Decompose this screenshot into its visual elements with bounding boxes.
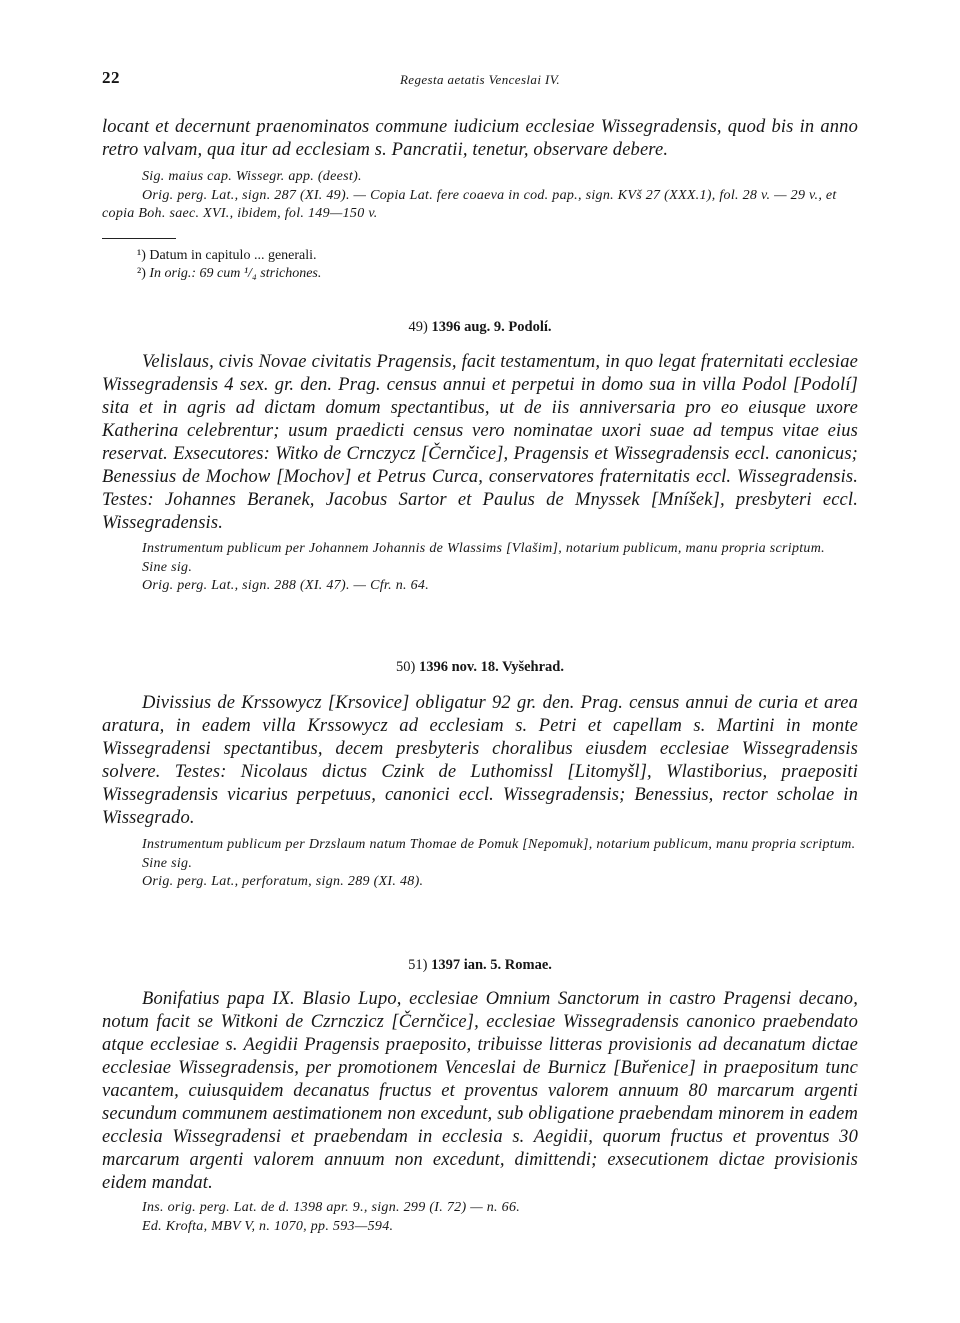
entry-50-text: Divissius de Krssowycz [Krsovice] obligatur 92 gr. den. Prag. census annui de curia et area aratura, in eadem villa Krssowycz ad ecclesiam s. Petri et capellam s. Martini in monte Wissegradensi spectantibus, decem presbyteris choralibus eiusdem ecclesiae Wissegradensis solvere. Testes: Nicolaus dictus Czink de Luthomissl [Litomyšl], Wlastiborius, praepositi Wissegradensis vicarius perpetuus, canonici eccl. Wissegradensis; Benessius, rector scholae in Wissegrado. bbox=[102, 693, 858, 828]
intro-notes bbox=[102, 168, 858, 224]
intro-text: locant et decernunt praenominatos commune iudicium ecclesiae Wissegradensis, quod bis in anno retro valvam, qua itur ad ecclesiam s. Pancratii, tenetur, observare debere. bbox=[102, 117, 858, 160]
entry-51-body bbox=[102, 988, 858, 1195]
intro-block bbox=[102, 116, 858, 162]
footnote-1 bbox=[137, 247, 317, 265]
intro-note-2: Orig. perg. Lat., sign. 287 (XI. 49). — Copia Lat. fere coaeva in cod. pap., sign. KVš 27 (XXX.1), fol. 28 v. — 29 v., et copia Boh. saec. XVI., ibidem, fol. 149—150 v. bbox=[102, 187, 837, 221]
entry-51-text: Bonifatius papa IX. Blasio Lupo, ecclesiae Omnium Sanctorum in castro Pragensi decano, notum facit se Witkoni de Czrnczicz [Černčice], ecclesiae Wissegradensis canonico praebendato atque ecclesiae s. Aegidii Pragensis praeposito, tribuisse litteras provisionis ad decanatum dictae ecclesiae Wissegradensis, per promotionem Venceslai de Burnicz [Buřenice] in praepositum tunc vacantem, cuiusquidem decanatus fructus et proventus valorem annuum 80 marcarum argenti secundum communem aestimationem non excedunt, sub obligatione praebendam minorem in eadem ecclesia Wissegradensi et praebendam in ecclesia s. Aegidii, quorum fructus et proventus 30 marcarum argenti valorem annuum non excedunt, dimittendi; exsecutionem dictae provisionis eidem mandat. bbox=[102, 989, 858, 1193]
entry-50-date-place: 1396 nov. 18. Vyšehrad. bbox=[418, 659, 564, 675]
entry-50-note-1: Instrumentum publicum per Drzslaum natum Thomae de Pomuk [Nepomuk], notarium publicum, manu propria scriptum. bbox=[142, 837, 856, 852]
page-number: 22 bbox=[102, 68, 120, 87]
entry-51-date-place: 1397 ian. 5. Romae. bbox=[431, 957, 552, 973]
entry-51-number: 51) bbox=[408, 957, 428, 973]
running-title: Regesta aetatis Venceslai IV. bbox=[399, 72, 561, 87]
entry-49-date-place: 1396 aug. 9. Podolí. bbox=[431, 319, 552, 335]
entry-49-note-1: Instrumentum publicum per Johannem Johannis de Wlassims [Vlašim], notarium publicum, manu propria scriptum. bbox=[142, 541, 825, 556]
footnote-2-text: In orig.: 69 cum ¹/₄ strichones. bbox=[149, 266, 322, 281]
footnote-2-mark: ²) bbox=[137, 266, 146, 281]
footnote-rule bbox=[102, 238, 176, 239]
entry-50-note-2: Sine sig. bbox=[142, 855, 193, 871]
entry-50-notes bbox=[102, 836, 858, 892]
entry-50-number: 50) bbox=[395, 659, 416, 675]
entry-51-heading bbox=[0, 957, 960, 974]
footnote-2 bbox=[137, 265, 321, 283]
entry-49-note-3: Orig. perg. Lat., sign. 288 (XI. 47). — Cfr. n. 64. bbox=[142, 578, 430, 593]
entry-49-text: Velislaus, civis Novae civitatis Pragensis, facit testamentum, in quo legat fraternitati ecclesiae Wissegradensis 4 sex. gr. den. Prag. census annui et perpetui in domo sua in villa Podol [Podolí] sita et in agris ad dictam domum spectantibus, ut de iis anniversaria pro eo eiusque uxore Katherina celebrentur; usum praedicti census vero nominatae uxori suae ad tempus vitae eius reservat. Exsecutores: Witko de Crnczycz [Černčice], Pragensis et Wissegradensis eccl. canonicus; Benessius de Mochow [Mochov] et Petrus Curca, conservatores fraternitatis eccl. Wissegradensis. Testes: Johannes Beranek, Jacobus Sartor et Paulus de Mnyssek [Mníšek], presbyteri eccl. Wissegradensis. bbox=[102, 352, 858, 533]
entry-49-note-2: Sine sig. bbox=[142, 559, 193, 575]
entry-51-note-1: Ins. orig. perg. Lat. de d. 1398 apr. 9., sign. 299 (I. 72) — n. 66. bbox=[142, 1200, 521, 1215]
entry-49-heading bbox=[0, 319, 960, 336]
entry-50-heading bbox=[0, 659, 960, 676]
entry-49-body bbox=[102, 351, 858, 535]
entry-49-notes bbox=[102, 540, 858, 596]
entry-51-note-2: Ed. Krofta, MBV V, n. 1070, pp. 593—594. bbox=[142, 1218, 394, 1234]
intro-note-1: Sig. maius cap. Wissegr. app. (deest). bbox=[142, 169, 362, 184]
footnote-1-text: Datum in capitulo ... generali. bbox=[149, 248, 317, 263]
entry-50-note-3: Orig. perg. Lat., perforatum, sign. 289 (XI. 48). bbox=[142, 874, 424, 889]
entry-50-body bbox=[102, 692, 858, 830]
entry-51-notes bbox=[102, 1199, 858, 1236]
footnote-1-mark: ¹) bbox=[137, 248, 146, 263]
entry-49-number: 49) bbox=[408, 319, 428, 335]
